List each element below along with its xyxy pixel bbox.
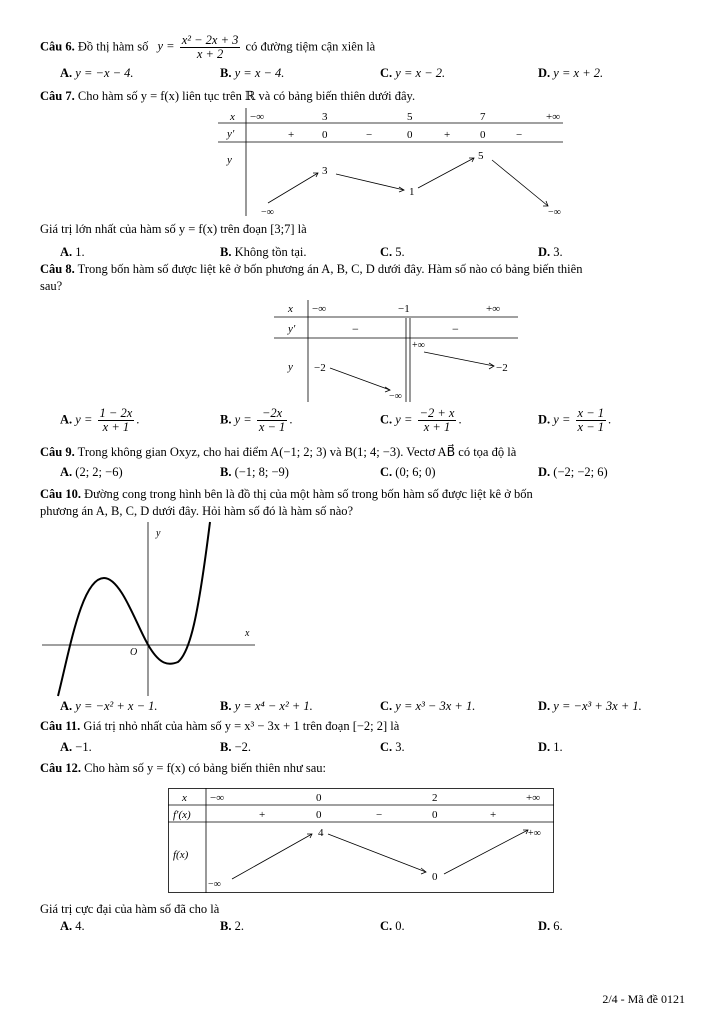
option-end: .	[289, 412, 293, 427]
option-denominator: x − 1	[577, 420, 604, 434]
q10-stem-line1	[40, 487, 533, 502]
q8-option-b[interactable]	[220, 407, 292, 434]
option-key: B.	[220, 66, 232, 80]
option-text: y = x + 2.	[553, 66, 604, 80]
q11-stem	[40, 719, 399, 734]
origin-label: O	[130, 647, 138, 658]
q9-text: Trong không gian Oxyz, cho hai điểm A(−1; 2; 3) và B(1; 4; −3). Vectơ AB⃗ có tọa độ là	[77, 445, 517, 459]
q11-option-a[interactable]	[60, 740, 92, 755]
option-text: (0; 6; 0)	[395, 465, 436, 479]
option-key: C.	[380, 66, 393, 80]
option-key: C.	[380, 919, 393, 933]
q12-y-0: −∞	[208, 879, 221, 890]
option-numerator: −2x	[257, 407, 287, 421]
q12-option-b[interactable]	[220, 919, 244, 934]
q12-sign-0: +	[259, 809, 266, 821]
q8-arrows	[330, 352, 494, 392]
option-key: B.	[220, 465, 232, 479]
option-text: (−1; 8; −9)	[234, 465, 289, 479]
q7-option-d[interactable]	[538, 245, 563, 260]
q12-y-2: 0	[432, 871, 438, 883]
page-footer: 2/4 - Mã đề 0121	[602, 992, 685, 1006]
option-end: .	[458, 412, 462, 427]
option-denominator: x + 1	[423, 420, 451, 434]
q6-fraction	[180, 34, 241, 61]
q7-x-0: −∞	[250, 111, 265, 123]
q7-question: Giá trị lớn nhất của hàm số y = f(x) trên đoạn [3;7] là	[40, 222, 307, 236]
q7-x-2: 5	[407, 111, 413, 123]
q12-x-0: −∞	[210, 792, 225, 804]
option-key: D.	[538, 465, 551, 479]
q9-label: Câu 9.	[40, 445, 75, 459]
option-text: y = x³ − 3x + 1.	[395, 699, 476, 713]
option-text: −2.	[234, 740, 252, 754]
q8-option-d[interactable]	[538, 407, 611, 434]
option-key: A.	[60, 66, 73, 80]
option-key: A.	[60, 465, 73, 479]
option-key: A.	[60, 740, 73, 754]
q9-option-c[interactable]	[380, 465, 436, 480]
q7-sign-1: 0	[322, 129, 328, 141]
option-y-eq: y =	[234, 412, 252, 427]
q8-row-dy: y′	[288, 323, 296, 335]
q8-stem-line2: sau?	[40, 279, 63, 293]
q8-x-2: +∞	[486, 303, 501, 315]
q7-x-1: 3	[322, 111, 328, 123]
option-key: B.	[220, 740, 232, 754]
option-fraction	[257, 407, 287, 434]
curve	[58, 522, 210, 696]
q9-option-b[interactable]	[220, 465, 289, 480]
q7-sign-5: 0	[480, 129, 486, 141]
q7-option-a[interactable]	[60, 245, 85, 260]
option-y-eq: y =	[75, 412, 93, 427]
option-key: D.	[538, 740, 551, 754]
q8-y-2: +∞	[412, 340, 425, 351]
q12-y-3: +∞	[528, 828, 541, 839]
q12-text: Cho hàm số y = f(x) có bảng biến thiên như sau:	[84, 761, 327, 775]
q10-option-c[interactable]	[380, 699, 475, 714]
q12-row-y: f(x)	[173, 849, 189, 861]
option-text: 1.	[75, 245, 85, 259]
q7-row-y: y	[227, 154, 232, 166]
option-denominator: x + 1	[102, 420, 130, 434]
q9-option-a[interactable]	[60, 465, 123, 480]
q8-sign-0: −	[352, 322, 359, 336]
option-fraction	[98, 407, 135, 434]
option-text: y = −x³ + 3x + 1.	[553, 699, 642, 713]
q7-stem	[40, 88, 415, 104]
option-key: D.	[538, 699, 551, 713]
q7-x-3: 7	[480, 111, 486, 123]
option-key: C.	[380, 699, 393, 713]
option-text: 3.	[553, 245, 563, 259]
q12-sign-1: 0	[316, 809, 322, 821]
q8-row-y: y	[288, 361, 293, 373]
q12-label: Câu 12.	[40, 761, 81, 775]
option-text: y = −x² + x − 1.	[75, 699, 158, 713]
q8-x-1: −1	[398, 303, 410, 315]
q12-variation-table	[168, 788, 556, 894]
option-text: (−2; −2; 6)	[553, 465, 608, 479]
option-key: D.	[538, 245, 551, 259]
q12-arrows	[232, 830, 528, 879]
option-key: B.	[220, 699, 232, 713]
q8-option-a[interactable]	[60, 407, 139, 434]
q7-y-4: −∞	[548, 207, 561, 218]
q12-x-3: +∞	[526, 792, 541, 804]
option-text: 6.	[553, 919, 563, 933]
q7-sign-3: 0	[407, 129, 413, 141]
q8-y-1: −∞	[389, 391, 402, 402]
q12-sign-2: −	[376, 809, 383, 821]
q6-option-a[interactable]	[60, 66, 134, 81]
option-key: B.	[220, 919, 232, 933]
q10-option-d[interactable]	[538, 699, 642, 714]
option-end: .	[608, 412, 612, 427]
q10-option-b[interactable]	[220, 699, 313, 714]
q7-variation-table	[218, 108, 568, 218]
option-key: D.	[538, 919, 551, 933]
q11-option-c[interactable]	[380, 740, 405, 755]
option-text: y = −x − 4.	[75, 66, 134, 80]
q10-label: Câu 10.	[40, 487, 81, 501]
option-key: D.	[538, 66, 551, 80]
q8-option-c[interactable]	[380, 407, 462, 434]
option-text: −1.	[75, 740, 92, 754]
option-text: 2.	[234, 919, 244, 933]
q11-option-d[interactable]	[538, 740, 563, 755]
option-fraction	[418, 407, 457, 434]
q6-label: Câu 6.	[40, 39, 75, 54]
option-text: Không tồn tại.	[234, 245, 307, 259]
q11-text: Giá trị nhỏ nhất của hàm số y = x³ − 3x + 1 trên đoạn [−2; 2] là	[83, 719, 400, 733]
option-fraction	[576, 407, 606, 434]
q12-stem	[40, 761, 326, 776]
option-key: A.	[60, 245, 73, 259]
q12-sign-4: +	[490, 809, 497, 821]
q8-stem-line1	[40, 262, 582, 277]
q8-y-3: −2	[496, 362, 508, 374]
q7-sign-6: −	[516, 129, 523, 141]
q6-numerator: x² − 2x + 3	[181, 33, 239, 47]
option-key: C.	[380, 465, 393, 479]
q7-option-c[interactable]	[380, 245, 405, 260]
q7-x-4: +∞	[546, 111, 561, 123]
q9-option-d[interactable]	[538, 465, 608, 480]
q6-denominator: x + 2	[196, 47, 224, 61]
q12-question: Giá trị cực đại của hàm số đã cho là	[40, 902, 220, 916]
q7-row-dy: y′	[227, 128, 235, 140]
q12-option-a[interactable]	[60, 919, 85, 934]
q8-row-x: x	[288, 303, 293, 315]
option-end: .	[136, 412, 140, 427]
q11-label: Câu 11.	[40, 719, 81, 733]
option-key: A.	[60, 919, 73, 933]
q12-y-1: 4	[318, 827, 324, 839]
option-key: B.	[220, 245, 232, 259]
q6-option-b[interactable]	[220, 66, 284, 81]
q7-arrows	[268, 158, 548, 206]
option-text: 5.	[395, 245, 405, 259]
option-text: y = x − 4.	[234, 66, 285, 80]
q12-sign-3: 0	[432, 809, 438, 821]
option-text: 4.	[75, 919, 85, 933]
q7-label: Câu 7.	[40, 89, 75, 103]
q12-row-dy: f′(x)	[173, 809, 191, 821]
q12-x-1: 0	[316, 792, 322, 804]
q8-label: Câu 8.	[40, 262, 75, 276]
option-denominator: x − 1	[258, 420, 286, 434]
option-numerator: x − 1	[577, 406, 604, 420]
q8-x-0: −∞	[312, 303, 327, 315]
q12-option-c[interactable]	[380, 919, 405, 934]
q10-option-a[interactable]	[60, 699, 158, 714]
option-text: (2; 2; −6)	[75, 465, 123, 479]
option-numerator: 1 − 2x	[99, 406, 133, 420]
q12-option-d[interactable]	[538, 919, 563, 934]
option-y-eq: y =	[553, 412, 571, 427]
q6-tail: có đường tiệm cận xiên là	[245, 39, 376, 54]
q6-option-c[interactable]	[380, 66, 445, 81]
q6-option-d[interactable]	[538, 66, 603, 81]
option-key: C.	[380, 245, 393, 259]
option-text: 3.	[395, 740, 405, 754]
option-numerator: −2 + x	[419, 406, 455, 420]
q7-y-1: 3	[322, 165, 328, 177]
q6-stem	[40, 34, 375, 61]
q7-sign-4: +	[444, 129, 451, 141]
option-key: B.	[220, 412, 232, 427]
q12-row-x: x	[182, 792, 187, 804]
q7-option-b[interactable]	[220, 245, 306, 260]
y-axis-label: y	[156, 528, 161, 539]
option-key: A.	[60, 412, 73, 427]
q8-y-0: −2	[314, 362, 326, 374]
option-text: 1.	[553, 740, 563, 754]
q8-sign-1: −	[452, 322, 459, 336]
q10-text: Đường cong trong hình bên là đồ thị của một hàm số trong bốn hàm số được liệt kê ở bốn	[84, 487, 533, 501]
q7-sign-2: −	[366, 129, 373, 141]
q8-variation-table	[274, 298, 524, 404]
q7-text: Cho hàm số y = f(x) liên tục trên ℝ và có bảng biến thiên dưới đây.	[77, 89, 416, 103]
x-axis-label: x	[245, 628, 250, 639]
option-text: y = x⁴ − x² + 1.	[234, 699, 313, 713]
q8-text: Trong bốn hàm số được liệt kê ở bốn phương án A, B, C, D dưới đây. Hàm số nào có bảng biến thiên	[77, 262, 583, 276]
option-text: 0.	[395, 919, 405, 933]
q7-sign-0: +	[288, 129, 295, 141]
q9-stem	[40, 444, 516, 460]
q12-x-2: 2	[432, 792, 438, 804]
option-key: C.	[380, 412, 393, 427]
q10-graph	[40, 518, 260, 698]
option-y-eq: y =	[395, 412, 413, 427]
option-text: y = x − 2.	[395, 66, 446, 80]
q7-y-3: 5	[478, 150, 484, 162]
q7-y-2: 1	[409, 186, 415, 198]
option-key: C.	[380, 740, 393, 754]
q7-row-x: x	[230, 111, 235, 123]
q7-y-0: −∞	[261, 207, 274, 218]
option-key: D.	[538, 412, 551, 427]
q11-option-b[interactable]	[220, 740, 251, 755]
q10-stem-line2: phương án A, B, C, D dưới đây. Hỏi hàm số đó là hàm số nào?	[40, 504, 354, 518]
option-key: A.	[60, 699, 73, 713]
q6-y-eq: y =	[157, 39, 175, 54]
q6-text: Đồ thị hàm số	[77, 39, 149, 54]
